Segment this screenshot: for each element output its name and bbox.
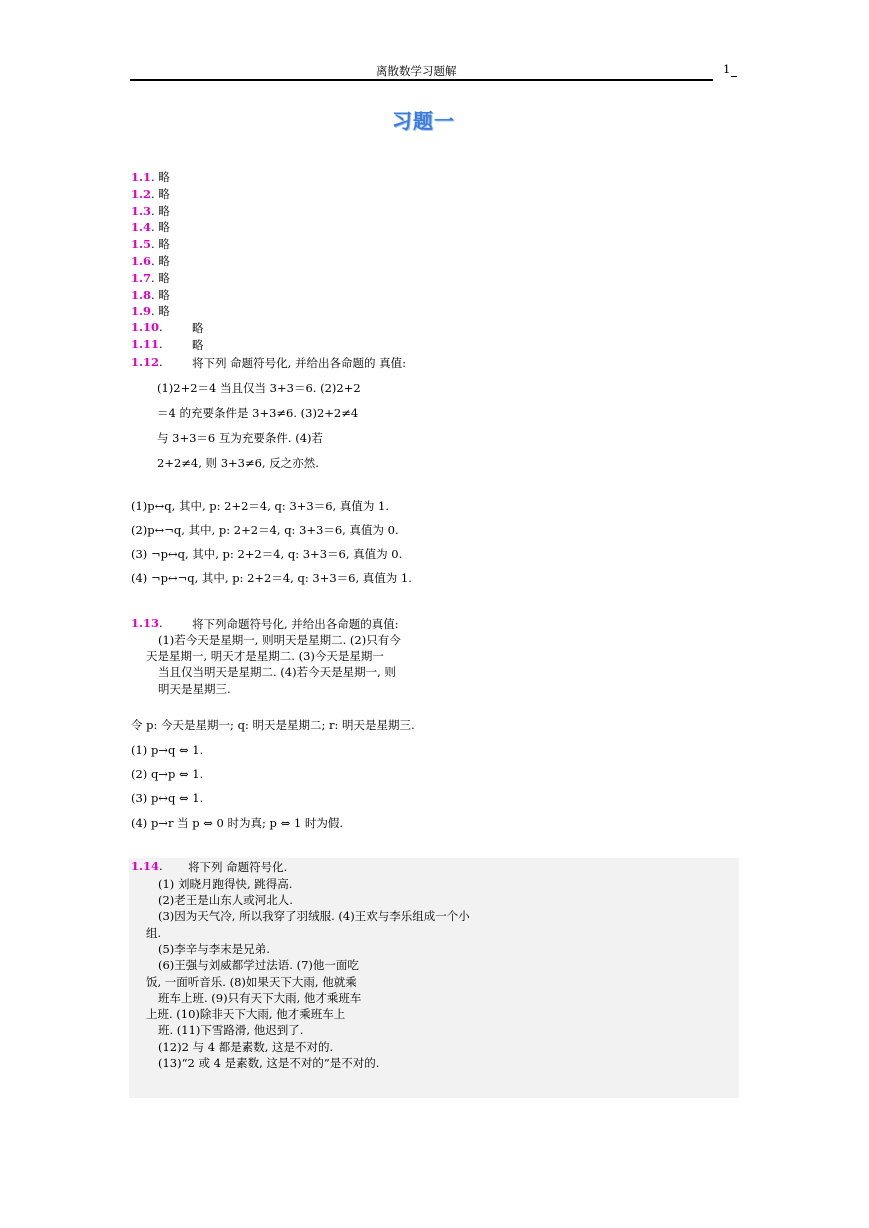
exercise-item: 1.10. bbox=[131, 320, 163, 334]
solution-line: (1) p→q ⇔ 1. bbox=[131, 743, 204, 757]
exercise-number: 1.11 bbox=[131, 337, 160, 351]
exercise-answer: 略 bbox=[158, 288, 170, 302]
exercise-item: 1.3. 略 bbox=[131, 204, 170, 218]
page-number-underline bbox=[731, 76, 737, 77]
exercise-number: 1.9 bbox=[131, 304, 152, 318]
exercise-text-line: (1)若今天是星期一, 则明天是星期二. (2)只有今 bbox=[158, 633, 401, 647]
exercise-text-line: 班车上班. (9)只有天下大雨, 他才乘班车 bbox=[158, 991, 362, 1005]
exercise-text-line: ＝4 的充要条件是 3+3≠6. (3)2+2≠4 bbox=[157, 406, 359, 420]
exercise-text-line: 与 3+3＝6 互为充要条件. (4)若 bbox=[157, 431, 323, 445]
running-header-title: 离散数学习题解 bbox=[376, 64, 457, 78]
solution-line: (2)p↔¬q, 其中, p: 2+2＝4, q: 3+3＝6, 真值为 0. bbox=[131, 523, 399, 537]
solution-let: 令 p: 今天是星期一; q: 明天是星期二; r: 明天是星期三. bbox=[131, 718, 415, 732]
exercise-text-line: 2+2≠4, 则 3+3≠6, 反之亦然. bbox=[157, 456, 319, 470]
exercise-text-line: 当且仅当明天是星期二. (4)若今天是星期一, 则 bbox=[158, 665, 396, 679]
exercise-text-line: 天是星期一, 明天才是星期二. (3)今天是星期一 bbox=[146, 649, 384, 663]
exercise-number: 1.6 bbox=[131, 254, 152, 268]
exercise-item: 1.9. 略 bbox=[131, 304, 170, 318]
exercise-text-line: 明天是星期三. bbox=[158, 682, 231, 696]
exercise-number: 1.3 bbox=[131, 204, 152, 218]
exercise-number: 1.1 bbox=[131, 170, 152, 184]
exercise-text-line: (2)老王是山东人或河北人. bbox=[158, 893, 293, 907]
exercise-answer: 略 bbox=[158, 304, 170, 318]
exercise-item: 1.8. 略 bbox=[131, 288, 170, 302]
header-rule bbox=[130, 79, 713, 81]
exercise-item: 1.7. 略 bbox=[131, 271, 170, 285]
solution-line: (3) p↔q ⇔ 1. bbox=[131, 791, 204, 805]
exercise-number: 1.5 bbox=[131, 237, 152, 251]
exercise-item: 1.2. 略 bbox=[131, 187, 170, 201]
exercise-item: 1.6. 略 bbox=[131, 254, 170, 268]
exercise-text-line: (6)王强与刘威都学过法语. (7)他一面吃 bbox=[158, 958, 359, 972]
solution-line: (4) ¬p↔¬q, 其中, p: 2+2＝4, q: 3+3＝6, 真值为 1. bbox=[131, 571, 412, 585]
exercise-text-line: 班. (11)下雪路滑, 他迟到了. bbox=[158, 1023, 304, 1037]
exercise-answer: 略 bbox=[158, 220, 170, 234]
exercise-text-line: (13)“2 或 4 是素数, 这是不对的”是不对的. bbox=[158, 1056, 380, 1070]
exercise-text-line: (5)李辛与李末是兄弟. bbox=[158, 942, 270, 956]
exercise-text-line: 组. bbox=[146, 926, 162, 940]
solution-line: (4) p→r 当 p ⇔ 0 时为真; p ⇔ 1 时为假. bbox=[131, 816, 343, 830]
exercise-answer: 略 bbox=[158, 187, 170, 201]
exercise-item: 1.1. 略 bbox=[131, 170, 170, 184]
exercise-number: 1.12 bbox=[131, 355, 160, 369]
solution-line: (3) ¬p↔q, 其中, p: 2+2＝4, q: 3+3＝6, 真值为 0. bbox=[131, 547, 403, 561]
solution-line: (1)p↔q, 其中, p: 2+2＝4, q: 3+3＝6, 真值为 1. bbox=[131, 499, 389, 513]
exercise-number: 1.14 bbox=[131, 859, 160, 873]
exercise-number: 1.8 bbox=[131, 288, 152, 302]
exercise-item: 1.11. bbox=[131, 337, 163, 351]
exercise-number: 1.2 bbox=[131, 187, 152, 201]
exercise-text-line: (3)因为天气冷, 所以我穿了羽绒服. (4)王欢与李乐组成一个小 bbox=[158, 909, 470, 923]
exercise-number: 1.13 bbox=[131, 616, 160, 630]
exercise-prompt: 将下列 命题符号化. bbox=[188, 860, 288, 874]
exercise-number: 1.4 bbox=[131, 220, 152, 234]
exercise-answer: 略 bbox=[192, 338, 204, 352]
exercise-answer: 略 bbox=[158, 237, 170, 251]
exercise-text-line: (1) 刘晓月跑得快, 跳得高. bbox=[158, 877, 293, 891]
exercise-item: 1.12. bbox=[131, 355, 163, 369]
exercise-text-line: (1)2+2＝4 当且仅当 3+3＝6. (2)2+2 bbox=[157, 381, 361, 395]
exercise-text-line: 上班. (10)除非天下大雨, 他才乘班车上 bbox=[146, 1007, 346, 1021]
exercise-prompt: 将下列 命题符号化, 并给出各命题的 真值: bbox=[192, 356, 406, 370]
exercise-answer: 略 bbox=[158, 170, 170, 184]
exercise-answer: 略 bbox=[158, 271, 170, 285]
exercise-item: 1.13. bbox=[131, 616, 163, 630]
exercise-prompt: 将下列命题符号化, 并给出各命题的真值: bbox=[192, 617, 399, 631]
exercise-number: 1.7 bbox=[131, 271, 152, 285]
exercise-item: 1.5. 略 bbox=[131, 237, 170, 251]
exercise-text-line: (12)2 与 4 都是素数, 这是不对的. bbox=[158, 1040, 334, 1054]
page-number: 1 bbox=[723, 62, 731, 76]
chapter-title: 习题一 bbox=[392, 109, 455, 133]
exercise-item: 1.4. 略 bbox=[131, 220, 170, 234]
exercise-answer: 略 bbox=[158, 254, 170, 268]
solution-line: (2) q→p ⇔ 1. bbox=[131, 767, 204, 781]
exercise-number: 1.10 bbox=[131, 320, 160, 334]
exercise-item: 1.14. bbox=[131, 859, 163, 873]
exercise-text-line: 饭, 一面听音乐. (8)如果天下大雨, 他就乘 bbox=[146, 975, 357, 989]
exercise-answer: 略 bbox=[158, 204, 170, 218]
exercise-answer: 略 bbox=[192, 321, 204, 335]
